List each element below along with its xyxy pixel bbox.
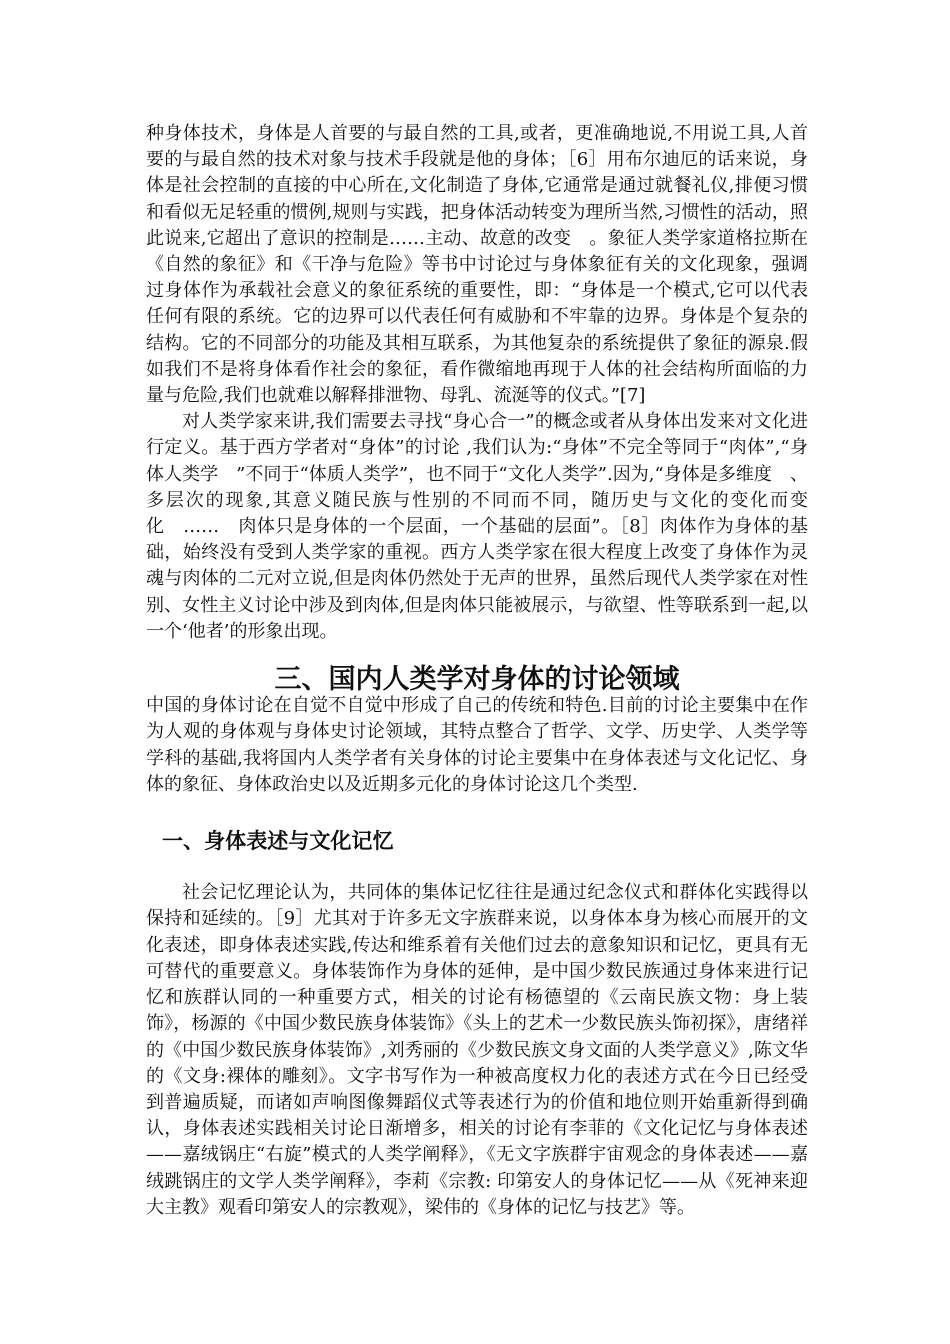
subsection-heading: 一、身体表述与文化记忆 bbox=[162, 828, 394, 854]
section-heading: 三、国内人类学对身体的讨论领域 bbox=[274, 664, 680, 696]
paragraph-anthropologists: 对人类学家来讲,我们需要去寻找“身心合一”的概念或者从身体出发来对文化进行定义。基于西方学者对“身体”的讨论 ,我们认为:“身体”不完全等同于“肉体”,“身体人类学 ”不同于“体质人类学”，也不同于“文化人类学”.因为,“身体是多维度 、多层次的现象,其意义随民族与性别的不同而不同，随历史与文化的变化而变化 …… 肉体只是身体的一个层面，一个基础的层面”。［8］肉体作为身体的基础，始终没有受到人类学家的重视。西方人类学家在很大程度上改变了身体作为灵魂与肉体的二元对立说,但是肉体仍然处于无声的世界，虽然后现代人类学家在对性别、女性主义讨论中涉及到肉体,但是肉体只能被展示，与欲望、性等联系到一起,以一个‘他者’的形象出现。 bbox=[146, 411, 808, 642]
paragraph-body-technique: 种身体技术，身体是人首要的与最自然的工具,或者，更准确地说,不用说工具,人首要的与最自然的技术对象与技术手段就是他的身体；［6］用布尔迪厄的话来说，身体是社会控制的直接的中心所在,文化制造了身体,它通常是通过就餐礼仪,排便习惯和看似无足轻重的惯例,规则与实践，把身体活动转变为理所当然,习惯性的活动，照此说来,它超出了意识的控制是……主动、故意的改变 。象征人类学家道格拉斯在《自然的象征》和《干净与危险》等书中讨论过与身体象征有关的文化现象，强调过身体作为承载社会意义的象征系统的重要性，即：“身体是一个模式,它可以代表任何有限的系统。它的边界可以代表任何有威胁和不牢靠的边界。身体是个复杂的结构。它的不同部分的功能及其相互联系，为其他复杂的系统提供了象征的源泉.假如我们不是将身体看作社会的象征，看作微缩地再现于人体的社会结构所面临的力量与危险,我们也就难以解释排泄物、母乳、流涎等的仪式。”[7] bbox=[146, 123, 808, 407]
paragraph-domestic-discussion: 中国的身体讨论在自觉不自觉中形成了自己的传统和特色.目前的讨论主要集中在作为人观的身体观与身体史讨论领域，其特点整合了哲学、文学、历史学、人类学等学科的基础,我将国内人类学者有关身体的讨论主要集中在身体表述与文化记忆、身体的象征、身体政治史以及近期多元化的身体讨论这几个类型. bbox=[146, 695, 808, 795]
paragraph-social-memory: 社会记忆理论认为，共同体的集体记忆往往是通过纪念仪式和群体化实践得以保持和延续的。［9］尤其对于许多无文字族群来说，以身体本身为核心而展开的文化表述，即身体表述实践,传达和维系着有关他们过去的意象知识和记忆，更具有无可替代的重要意义。身体装饰作为身体的延伸，是中国少数民族通过身体来进行记忆和族群认同的一种重要方式，相关的讨论有杨德望的《云南民族文物：身上装饰》，杨源的《中国少数民族身体装饰》《头上的艺术一少数民族头饰初探》，唐绪祥的《中国少数民族身体装饰》,刘秀丽的《少数民族文身文面的人类学意义》,陈文华的《文身:裸体的雕刻》。文字书写作为一种被高度权力化的表述方式在今日已经受到普遍质疑，而诸如声响图像舞蹈仪式等表述行为的价值和地位则开始重新得到确认，身体表述实践相关讨论日渐增多，相关的讨论有李菲的《文化记忆与身体表述——嘉绒锅庄“右旋”模式的人类学阐释》，《无文字族群宇宙观念的身体表述——嘉绒跳锅庄的文学人类学阐释》，李莉《宗教: 印第安人的身体记忆——从《死神来迎大主教》观看印第安人的宗教观》，梁伟的《身体的记忆与技艺》等。 bbox=[146, 882, 808, 1218]
